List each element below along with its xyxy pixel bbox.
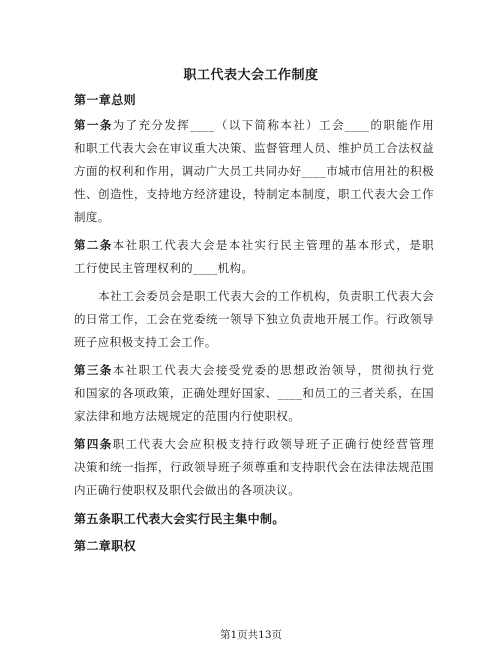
page-footer: 第1页共13页 <box>219 629 283 641</box>
article-4-label: 第四条 <box>74 437 113 451</box>
paragraph-union-line-1: 本社工会委员会是职工代表大会的工作机构，负责职工代表大会 <box>98 289 434 303</box>
chapter-heading-general: 第一章总则 <box>74 93 137 107</box>
article-5: 第五条职工代表大会实行民主集中制。 <box>74 512 285 526</box>
article-1-label: 第一条 <box>74 118 113 132</box>
article-2-line-1: 第二条本社职工代表大会是本社实行民主管理的基本形式，是职 <box>74 238 434 252</box>
article-4-line-2: 决策和统一指挥，行政领导班子须尊重和支持职代会在法律法规范围 <box>74 460 434 474</box>
paragraph-union-line-3: 班子应积极支持工会工作。 <box>74 335 217 349</box>
article-4-line-3: 内正确行使职权及职代会做出的各项决议。 <box>74 483 301 497</box>
article-3-label: 第三条 <box>74 363 113 377</box>
article-2-line-2: 工行使民主管理权利的____机构。 <box>74 261 254 275</box>
article-3-line-2: 和国家的各项政策，正确处理好国家、____和员工的三者关系，在国 <box>74 386 434 400</box>
article-1-line-1: 第一条为了充分发挥____（以下简称本社）工会____的职能作用 <box>74 118 434 132</box>
chapter-heading-powers: 第二章职权 <box>74 539 137 553</box>
article-3-line-1: 第三条本社职工代表大会接受党委的思想政治领导，贯彻执行党 <box>74 363 434 377</box>
article-1-line-3: 方面的权利和作用，调动广大员工共同办好____市城市信用社的积极 <box>74 164 434 178</box>
article-4-line-1: 第四条职工代表大会应积极支持行政领导班子正确行使经营管理 <box>74 437 434 451</box>
article-2-label: 第二条 <box>74 238 113 252</box>
article-1-line-2: 和职工代表大会在审议重大决策、监督管理人员、维护员工合法权益 <box>74 141 434 155</box>
article-3-line-3: 家法律和地方法规规定的范围内行使职权。 <box>74 409 301 423</box>
document-title: 职工代表大会工作制度 <box>183 68 319 83</box>
paragraph-union-line-2: 的日常工作，工会在党委统一领导下独立负责地开展工作。行政领导 <box>74 312 434 326</box>
article-1-line-5: 制度。 <box>74 210 110 224</box>
article-1-line-4: 性、创造性，支持地方经济建设，特制定本制度，职工代表大会工作 <box>74 187 434 201</box>
